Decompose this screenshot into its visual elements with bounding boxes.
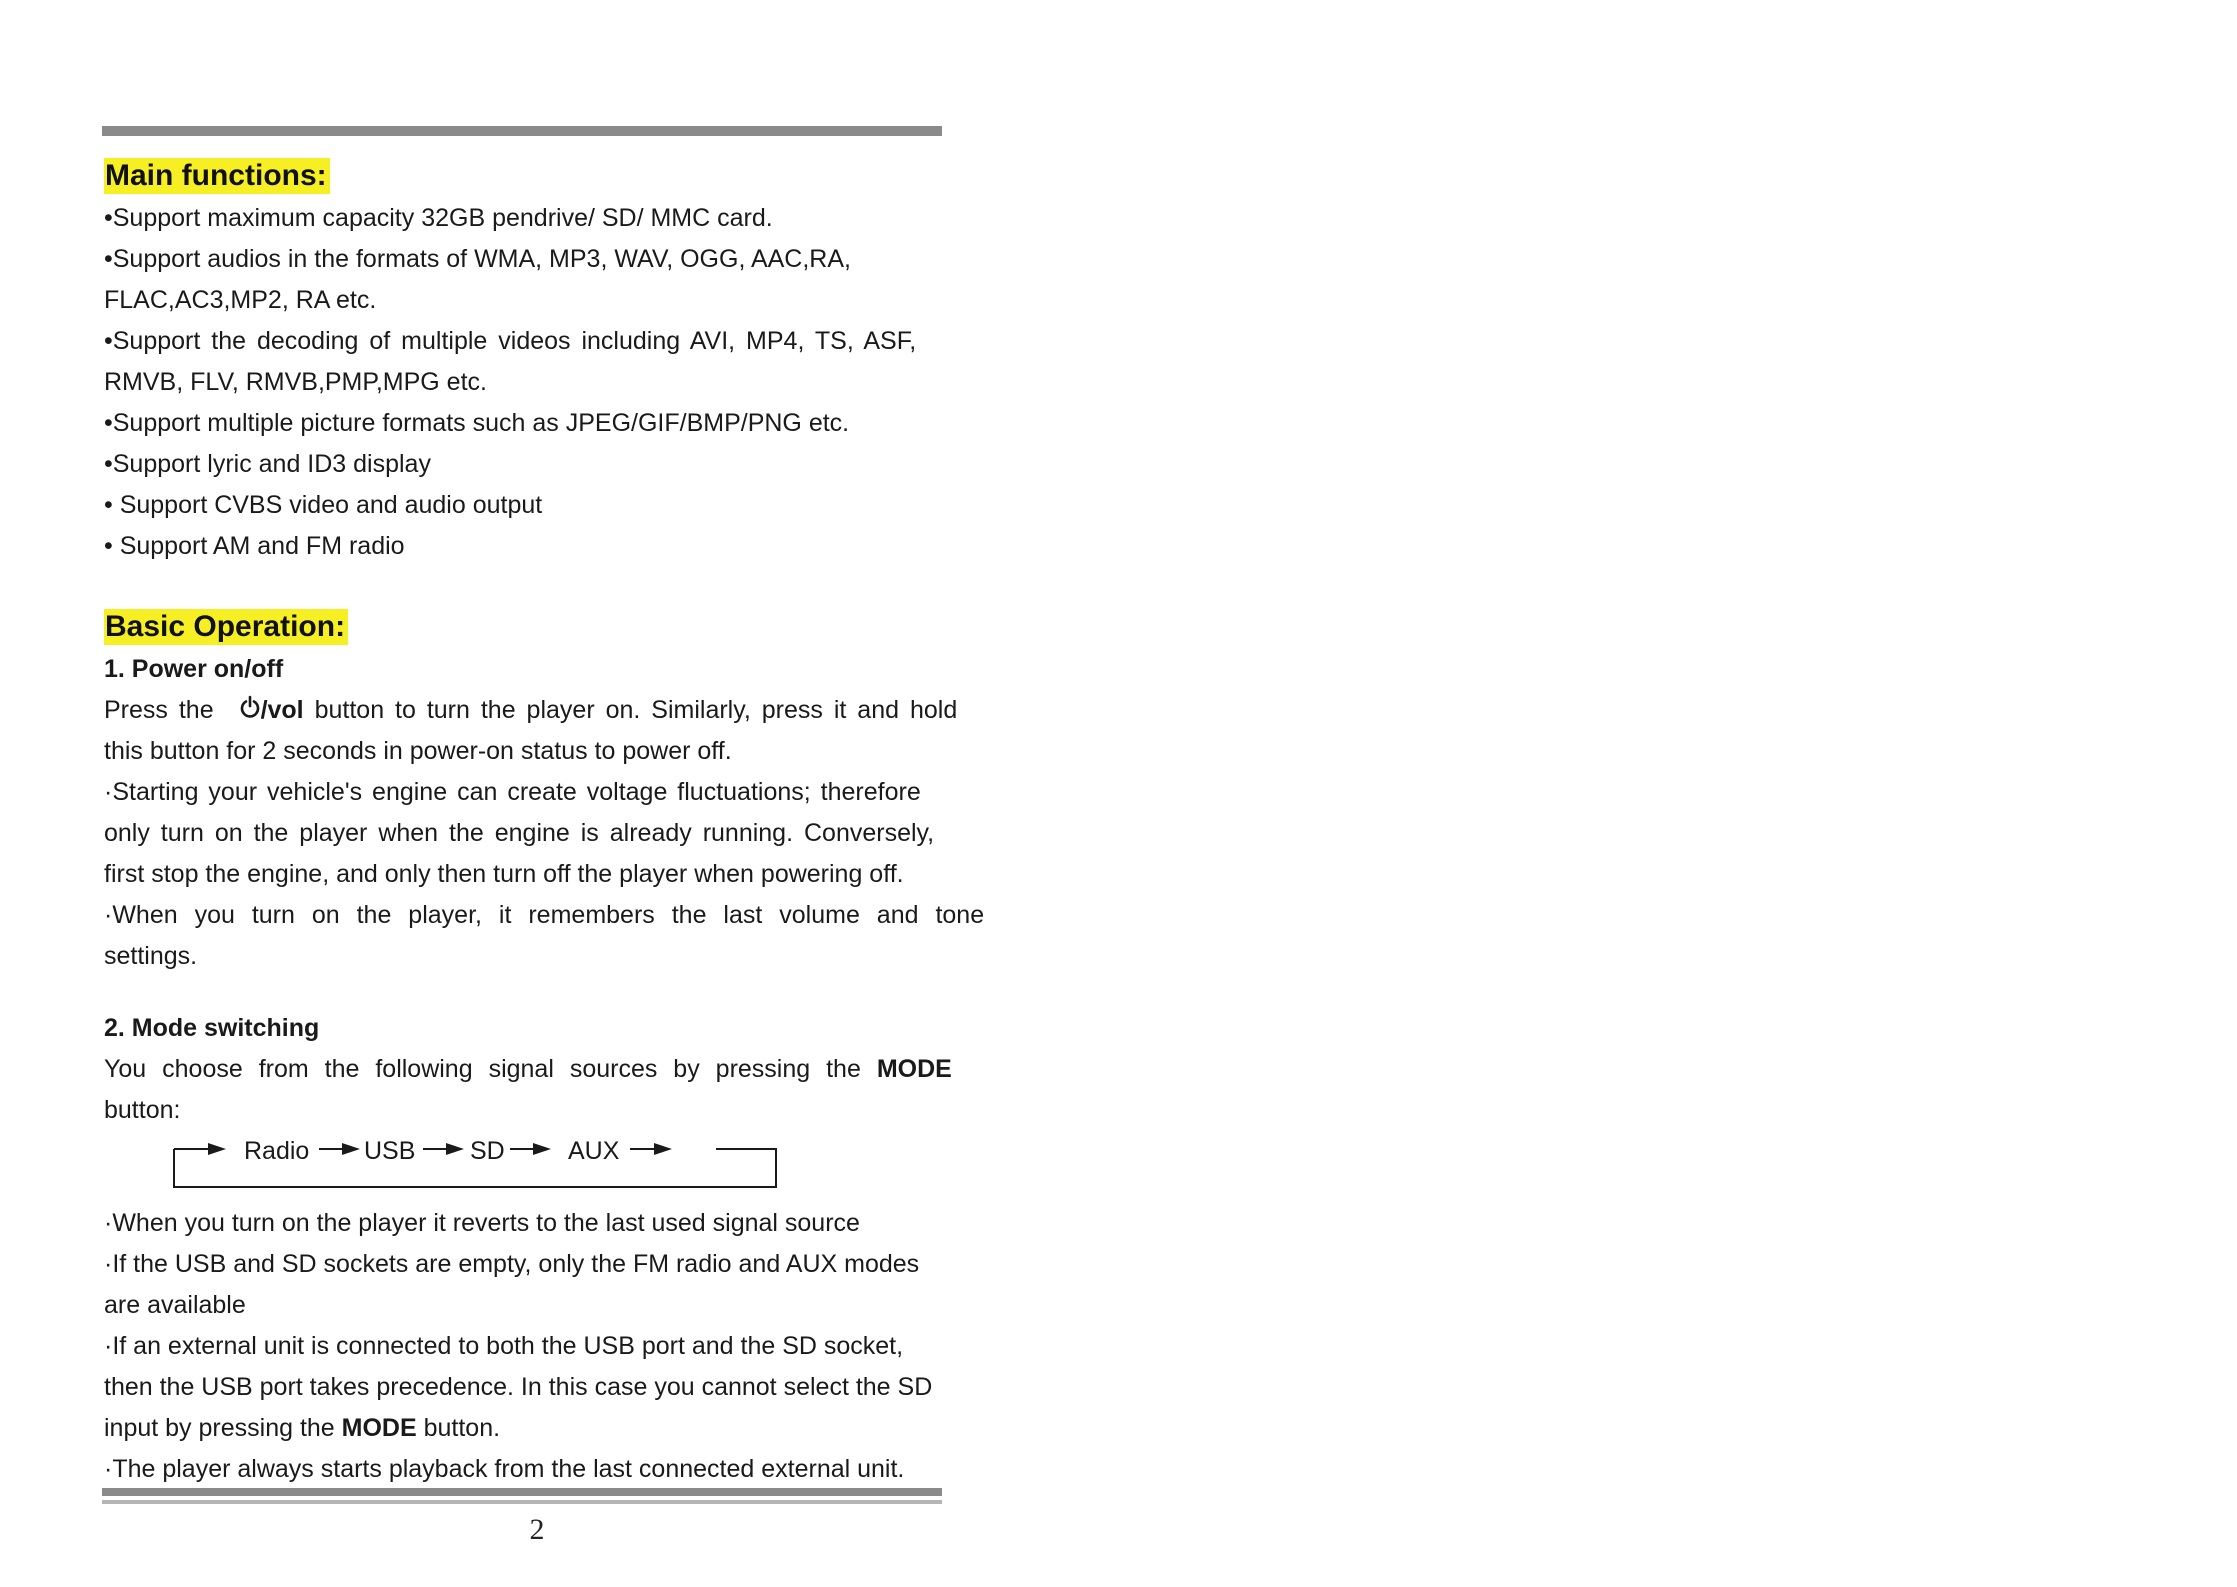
- mode-flow-diagram: [104, 1131, 942, 1193]
- arrow-icon: [533, 1143, 551, 1155]
- arrow-icon: [208, 1143, 226, 1155]
- page-content: [104, 156, 985, 1490]
- power-line: only turn on the player when the engine is already running. Conversely,: [104, 819, 935, 847]
- mode-note-line: then the USB port takes precedence. In this case you cannot select the SD: [104, 1373, 933, 1401]
- flow-item-aux: AUX: [568, 1137, 620, 1165]
- mode-note-text: button.: [416, 1414, 501, 1442]
- power-line-rest: button to turn the player on. Similarly, press it and hold: [303, 696, 958, 724]
- mode-note-line: ·The player always starts playback from the last connected external unit.: [104, 1455, 905, 1483]
- flow-item-sd: SD: [470, 1137, 505, 1165]
- power-icon: [239, 695, 261, 721]
- manual-page: [102, 126, 985, 1556]
- arrow-icon: [654, 1143, 672, 1155]
- feature-line: • Support AM and FM radio: [104, 532, 405, 560]
- flow-item-usb: USB: [364, 1137, 416, 1165]
- feature-line: •Support maximum capacity 32GB pendrive/ SD/ MMC card.: [104, 204, 773, 232]
- power-line: ·Starting your vehicle's engine can create voltage fluctuations; therefore: [104, 778, 921, 806]
- mode-intro-line: button:: [104, 1096, 181, 1124]
- mode-note-line: ·If an external unit is connected to both the USB port and the SD socket,: [104, 1332, 904, 1360]
- mode-button-label: MODE: [876, 1055, 952, 1083]
- main-functions-section: [104, 156, 942, 567]
- feature-line: RMVB, FLV, RMVB,PMP,MPG etc.: [104, 368, 487, 396]
- feature-line: •Support audios in the formats of WMA, MP3, WAV, OGG, AAC,RA,: [104, 245, 851, 273]
- power-line: [104, 690, 958, 731]
- press-the-text: Press the: [104, 696, 214, 724]
- power-line: first stop the engine, and only then turn off the player when powering off.: [104, 860, 904, 888]
- feature-line: FLAC,AC3,MP2, RA etc.: [104, 286, 377, 314]
- power-line: settings.: [104, 942, 198, 970]
- feature-line: •Support lyric and ID3 display: [104, 450, 431, 478]
- arrow-icon: [446, 1143, 464, 1155]
- basic-operation-section: [104, 607, 985, 1490]
- arrow-icon: [342, 1143, 360, 1155]
- top-divider: [102, 126, 942, 136]
- mode-subheading: 2. Mode switching: [104, 1014, 320, 1042]
- power-line: ·When you turn on the player, it remembers the last volume and tone: [104, 901, 985, 929]
- power-subheading: 1. Power on/off: [104, 655, 284, 683]
- bottom-divider: [102, 1488, 942, 1504]
- feature-line: • Support CVBS video and audio output: [104, 491, 543, 519]
- basic-operation-heading: Basic Operation:: [104, 609, 348, 645]
- feature-line: •Support the decoding of multiple videos including AVI, MP4, TS, ASF,: [104, 327, 917, 355]
- flow-item-radio: Radio: [244, 1137, 310, 1165]
- main-functions-heading: Main functions:: [104, 158, 330, 194]
- mode-note-text: input by pressing the: [104, 1414, 342, 1442]
- vol-button-label: /vol: [260, 696, 304, 724]
- mode-note-line: are available: [104, 1291, 246, 1319]
- mode-intro-line: [104, 1049, 952, 1090]
- mode-note-line: [104, 1408, 942, 1449]
- mode-button-label: MODE: [341, 1414, 417, 1442]
- feature-line: •Support multiple picture formats such as JPEG/GIF/BMP/PNG etc.: [104, 409, 850, 437]
- mode-note-line: ·If the USB and SD sockets are empty, only the FM radio and AUX modes: [104, 1250, 920, 1278]
- mode-note-line: ·When you turn on the player it reverts to the last used signal source: [104, 1209, 860, 1237]
- page-number: 2: [529, 1513, 545, 1546]
- power-line: this button for 2 seconds in power-on status to power off.: [104, 737, 732, 765]
- mode-flow-lines: [104, 1131, 942, 1193]
- mode-intro-text: You choose from the following signal sources by pressing the: [104, 1055, 877, 1083]
